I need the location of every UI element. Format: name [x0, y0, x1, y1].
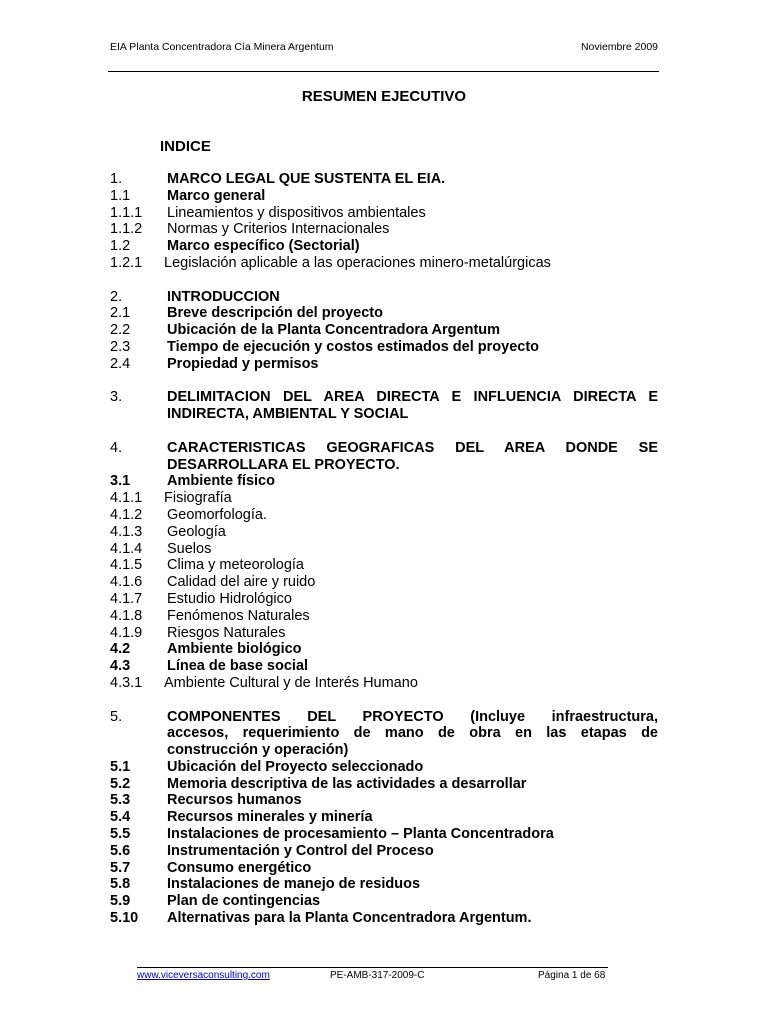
toc-entry-number: 4.1.4: [110, 540, 143, 557]
toc-entry-line: Geomorfología.: [167, 506, 267, 523]
toc-entry: [110, 238, 658, 255]
toc-entry-line: Propiedad y permisos: [167, 355, 319, 372]
toc-entry-line: Lineamientos y dispositivos ambientales: [167, 204, 426, 221]
toc-entry: [110, 322, 658, 339]
toc-entry: [110, 591, 658, 608]
toc-entry-line: Marco general: [167, 187, 266, 204]
index-title: INDICE: [160, 138, 211, 155]
toc-section: [110, 709, 658, 927]
toc-entry-number: 5.8: [110, 876, 131, 893]
toc-entry-number: 5.3: [110, 792, 131, 809]
toc-entry-text: [167, 893, 658, 910]
toc-entry: [110, 339, 658, 356]
toc-entry-number: 4.1.1: [110, 490, 143, 507]
toc-entry: [110, 625, 658, 642]
toc-entry-line: CARACTERISTICAS GEOGRAFICAS DEL AREA DONDE SE: [167, 439, 658, 456]
toc-entry-number: 2.3: [110, 338, 131, 355]
toc-section: [110, 171, 658, 272]
toc-entry-text: [167, 440, 658, 474]
toc-entry-number: 5.: [110, 708, 123, 725]
toc-entry-text: [167, 759, 658, 776]
toc-entry-number: 4.1.5: [110, 557, 143, 574]
toc-entry-line: Fenómenos Naturales: [167, 607, 310, 624]
toc-entry-number: 5.5: [110, 826, 131, 843]
toc-entry-text: [167, 339, 658, 356]
toc-entry-line: Consumo energético: [167, 859, 312, 876]
toc-entry-text: [167, 826, 658, 843]
toc-entry-number: 4.1.7: [110, 590, 143, 607]
toc-entry: [110, 305, 658, 322]
toc-entry-text: [167, 709, 658, 759]
toc-entry: [110, 490, 658, 507]
toc-entry: [110, 557, 658, 574]
toc-entry: [110, 389, 658, 423]
toc-entry-number: 4.1.9: [110, 624, 143, 641]
toc-entry-number: 4.2: [110, 641, 131, 658]
toc-entry-number: 2.4: [110, 355, 131, 372]
toc-entry-text: [167, 205, 658, 222]
toc-entry: [110, 188, 658, 205]
toc-entry-text: [167, 524, 658, 541]
toc-entry-text: [167, 322, 658, 339]
toc-entry: [110, 826, 658, 843]
toc-entry-text: [167, 625, 658, 642]
document-title: RESUMEN EJECUTIVO: [301, 88, 467, 105]
toc-entry: [110, 893, 658, 910]
toc-entry: [110, 221, 658, 238]
toc-entry-number: 4.1.3: [110, 523, 143, 540]
toc-entry-number: 2.1: [110, 305, 131, 322]
toc-entry-text: [167, 658, 658, 675]
toc-entry-number: 1.1.2: [110, 221, 143, 238]
toc-entry: [110, 507, 658, 524]
toc-entry-number: 3.1: [110, 473, 131, 490]
toc-entry-line: DESARROLLARA EL PROYECTO.: [167, 456, 400, 473]
toc-entry-number: 4.3: [110, 658, 131, 675]
toc-entry-number: 5.1: [110, 758, 131, 775]
toc-entry-text: [167, 843, 658, 860]
toc-entry-number: 1.1: [110, 187, 131, 204]
toc-entry: [110, 910, 658, 927]
toc-entry: [110, 205, 658, 222]
toc-entry-text: [167, 591, 658, 608]
toc-entry-line: Normas y Criterios Internacionales: [167, 221, 390, 238]
toc-entry-number: 4.: [110, 439, 123, 456]
toc-entry: [110, 709, 658, 759]
toc-entry-line: INDIRECTA, AMBIENTAL Y SOCIAL: [167, 406, 409, 423]
footer-document-code: PE-AMB-317-2009-C: [330, 970, 425, 981]
toc-entry: [110, 524, 658, 541]
toc-entry: [110, 843, 658, 860]
toc-entry-text: [167, 792, 658, 809]
toc-entry-line: Alternativas para la Planta Concentradora Argentum.: [167, 910, 532, 927]
toc-entry-line: Línea de base social: [167, 658, 309, 675]
toc-entry: [110, 541, 658, 558]
toc-entry: [110, 289, 658, 306]
header-date: Noviembre 2009: [580, 41, 658, 53]
toc-entry-text: [164, 675, 658, 692]
toc-entry-number: 4.1.8: [110, 607, 143, 624]
toc-section: [110, 389, 658, 423]
toc-entry-text: [167, 473, 658, 490]
toc-entry-number: 5.9: [110, 893, 131, 910]
toc-entry: [110, 473, 658, 490]
toc-entry-text: [167, 574, 658, 591]
toc-entry-text: [167, 876, 658, 893]
toc-entry: [110, 574, 658, 591]
toc-entry-number: 1.2: [110, 238, 131, 255]
toc-entry: [110, 171, 658, 188]
toc-entry-line: Instalaciones de procesamiento – Planta Concentradora: [167, 826, 554, 843]
toc-entry-line: Instalaciones de manejo de residuos: [167, 876, 421, 893]
toc-entry-number: 1.: [110, 171, 123, 187]
toc-entry-line: Riesgos Naturales: [167, 624, 286, 641]
toc-entry: [110, 792, 658, 809]
toc-entry-line: accesos, requerimiento de mano de obra en las etapas de: [167, 725, 658, 742]
toc-entry-number: 4.1.2: [110, 506, 143, 523]
toc-entry: [110, 776, 658, 793]
toc-entry-text: [167, 557, 658, 574]
toc-entry-number: 3.: [110, 389, 123, 406]
header-rule: [108, 71, 659, 72]
toc-entry-line: Calidad del aire y ruido: [167, 574, 316, 591]
header-title: EIA Planta Concentradora Cía Minera Argentum: [110, 41, 334, 53]
toc-entry-number: 2.2: [110, 322, 131, 339]
toc-section: [110, 289, 658, 373]
table-of-contents: [110, 171, 658, 944]
toc-entry-line: Geología: [167, 523, 226, 540]
toc-entry-line: Recursos minerales y minería: [167, 809, 373, 826]
toc-entry-number: 5.10: [110, 910, 139, 927]
toc-entry: [110, 675, 658, 692]
toc-entry-line: Ambiente físico: [167, 473, 275, 490]
toc-entry-text: [167, 641, 658, 658]
toc-entry: [110, 860, 658, 877]
toc-entry-text: [167, 541, 658, 558]
toc-entry-line: Ubicación de la Planta Concentradora Argentum: [167, 322, 501, 339]
toc-entry-text: [167, 289, 658, 306]
footer-website-link[interactable]: www.viceversaconsulting.com: [137, 970, 270, 981]
toc-entry: [110, 759, 658, 776]
toc-entry-number: 5.7: [110, 859, 131, 876]
toc-entry-text: [167, 171, 658, 188]
toc-entry-line: Clima y meteorología: [167, 557, 304, 574]
toc-entry-number: 1.2.1: [110, 254, 143, 271]
toc-entry-text: [167, 305, 658, 322]
toc-entry-text: [164, 490, 658, 507]
toc-entry-number: 5.4: [110, 809, 131, 826]
toc-entry-line: construcción y operación): [167, 742, 349, 759]
toc-entry-line: COMPONENTES DEL PROYECTO (Incluye infraestructura,: [167, 708, 658, 725]
toc-entry-text: [167, 356, 658, 373]
toc-entry-line: Ambiente Cultural y de Interés Humano: [164, 674, 418, 691]
toc-entry-line: Plan de contingencias: [167, 893, 321, 910]
toc-entry-text: [167, 238, 658, 255]
toc-entry: [110, 876, 658, 893]
toc-entry-number: 5.2: [110, 775, 131, 792]
toc-entry: [110, 641, 658, 658]
toc-entry-number: 4.1.6: [110, 574, 143, 591]
toc-entry-line: INTRODUCCION: [167, 288, 280, 305]
toc-entry-text: [167, 860, 658, 877]
toc-entry-line: Suelos: [167, 540, 212, 557]
toc-entry-number: 4.3.1: [110, 674, 143, 691]
toc-entry-text: [167, 221, 658, 238]
toc-entry-line: DELIMITACION DEL AREA DIRECTA E INFLUENCIA DIRECTA E: [167, 389, 658, 406]
toc-entry-line: Legislación aplicable a las operaciones minero-metalúrgicas: [164, 254, 551, 271]
toc-section: [110, 440, 658, 692]
footer-rule: [137, 967, 608, 968]
toc-entry-text: [167, 507, 658, 524]
toc-entry-line: Marco específico (Sectorial): [167, 238, 360, 255]
toc-entry: [110, 809, 658, 826]
toc-entry-line: Memoria descriptiva de las actividades a desarrollar: [167, 775, 527, 792]
toc-entry-line: Estudio Hidrológico: [167, 590, 292, 607]
toc-entry-number: 5.6: [110, 842, 131, 859]
toc-entry-text: [167, 910, 658, 927]
toc-entry: [110, 608, 658, 625]
toc-entry-line: Recursos humanos: [167, 792, 302, 809]
toc-entry-text: [167, 809, 658, 826]
toc-entry-text: [167, 389, 658, 423]
toc-entry-line: Ambiente biológico: [167, 641, 302, 658]
toc-entry: [110, 440, 658, 474]
toc-entry-line: Breve descripción del proyecto: [167, 305, 383, 322]
toc-entry-text: [167, 188, 658, 205]
toc-entry-line: MARCO LEGAL QUE SUSTENTA EL EIA.: [167, 171, 446, 187]
toc-entry-line: Fisiografía: [164, 490, 232, 507]
toc-entry-line: Tiempo de ejecución y costos estimados del proyecto: [167, 338, 540, 355]
toc-entry-number: 1.1.1: [110, 204, 143, 221]
toc-entry-line: Ubicación del Proyecto seleccionado: [167, 758, 424, 775]
footer-page-number: Página 1 de 68: [538, 970, 606, 981]
toc-entry-text: [167, 776, 658, 793]
toc-entry-number: 2.: [110, 288, 123, 305]
toc-entry: [110, 255, 658, 272]
toc-entry-text: [167, 608, 658, 625]
toc-entry: [110, 658, 658, 675]
toc-entry-line: Instrumentación y Control del Proceso: [167, 842, 434, 859]
toc-entry: [110, 356, 658, 373]
toc-entry-text: [164, 255, 658, 272]
